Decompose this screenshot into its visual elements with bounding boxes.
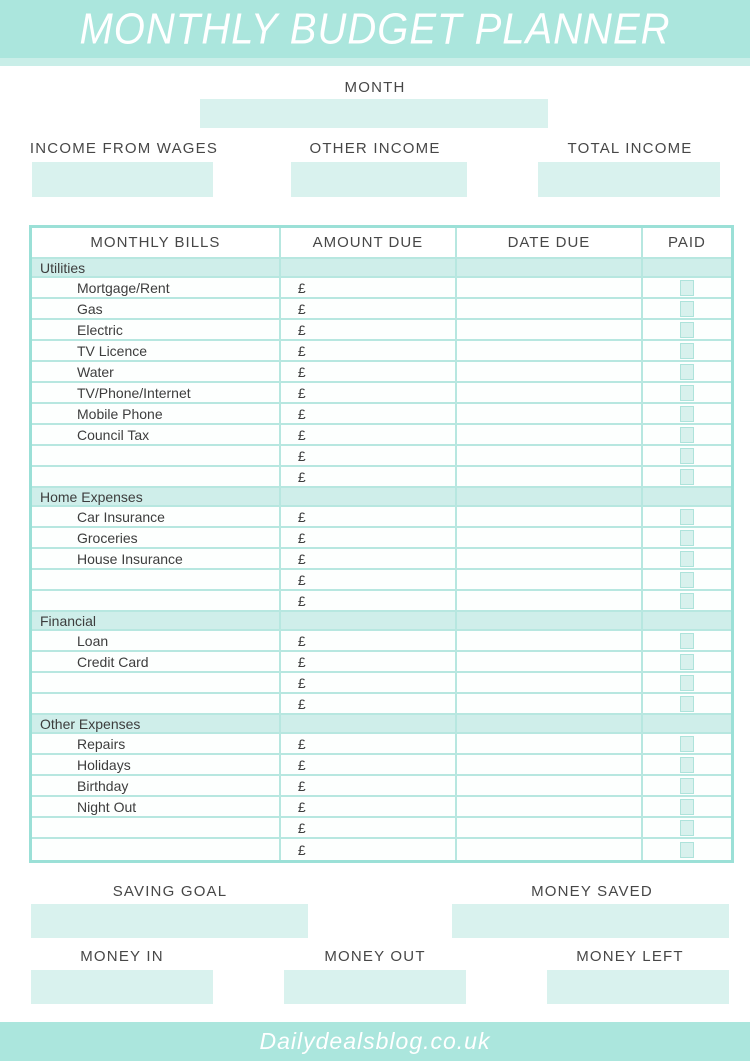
date-cell[interactable]: [457, 320, 643, 339]
bill-label: Water: [32, 362, 281, 381]
date-cell[interactable]: [457, 446, 643, 465]
section-cell: [457, 612, 643, 629]
month-input[interactable]: [200, 99, 548, 128]
amount-cell[interactable]: [281, 776, 457, 795]
money-in-input[interactable]: [31, 970, 213, 1004]
date-cell[interactable]: [457, 549, 643, 568]
paid-cell: [643, 694, 731, 713]
paid-cell: [643, 320, 731, 339]
amount-cell[interactable]: [281, 570, 457, 589]
table-header-row: [32, 228, 731, 259]
section-cell: [457, 715, 643, 732]
section-cell: [643, 715, 731, 732]
pound-symbol: £: [297, 529, 306, 546]
bill-label: [32, 673, 281, 692]
pound-symbol: £: [297, 777, 306, 794]
paid-checkbox[interactable]: [680, 633, 694, 649]
bill-label: [32, 467, 281, 486]
amount-cell[interactable]: [281, 320, 457, 339]
pound-symbol: £: [297, 426, 306, 443]
date-cell[interactable]: [457, 734, 643, 753]
bill-row: [32, 734, 731, 755]
bill-label: Mortgage/Rent: [32, 278, 281, 297]
amount-cell[interactable]: [281, 734, 457, 753]
paid-checkbox[interactable]: [680, 427, 694, 443]
total-income-label: TOTAL INCOME: [567, 140, 693, 157]
amount-cell[interactable]: [281, 673, 457, 692]
amount-cell[interactable]: [281, 591, 457, 610]
bill-row: [32, 776, 731, 797]
col-header-paid: PAID: [667, 234, 706, 251]
paid-cell: [643, 299, 731, 318]
other-income-input[interactable]: [291, 162, 467, 197]
footer-band: [0, 1022, 750, 1061]
bill-row: [32, 425, 731, 446]
bill-label: Night Out: [32, 797, 281, 816]
bill-row: [32, 383, 731, 404]
amount-cell[interactable]: [281, 549, 457, 568]
bill-row: [32, 278, 731, 299]
money-out-label: MONEY OUT: [324, 948, 426, 965]
bill-label: Birthday: [32, 776, 281, 795]
paid-cell: [643, 528, 731, 547]
bill-label: Loan: [32, 631, 281, 650]
bill-label: [32, 694, 281, 713]
bill-row: [32, 299, 731, 320]
amount-cell[interactable]: [281, 755, 457, 774]
section-cell: [643, 259, 731, 276]
paid-cell: [643, 362, 731, 381]
bill-row: [32, 797, 731, 818]
amount-cell[interactable]: [281, 467, 457, 486]
paid-checkbox[interactable]: [680, 469, 694, 485]
paid-checkbox[interactable]: [680, 551, 694, 567]
date-cell[interactable]: [457, 591, 643, 610]
pound-symbol: £: [297, 653, 306, 670]
paid-cell: [643, 631, 731, 650]
bill-row: [32, 673, 731, 694]
income-from-wages-input[interactable]: [32, 162, 213, 197]
pound-symbol: £: [297, 841, 306, 858]
paid-checkbox[interactable]: [680, 799, 694, 815]
bill-label: TV/Phone/Internet: [32, 383, 281, 402]
section-cell: [281, 488, 457, 505]
bill-label: [32, 839, 281, 860]
bill-row: [32, 341, 731, 362]
paid-checkbox[interactable]: [680, 757, 694, 773]
paid-checkbox[interactable]: [680, 280, 694, 296]
date-cell[interactable]: [457, 818, 643, 837]
amount-cell[interactable]: [281, 446, 457, 465]
section-cell: [281, 715, 457, 732]
date-cell[interactable]: [457, 278, 643, 297]
section-row: [32, 715, 731, 734]
amount-cell[interactable]: [281, 528, 457, 547]
col-header-amount-due: AMOUNT DUE: [281, 228, 457, 257]
bill-row: [32, 570, 731, 591]
bill-label: Mobile Phone: [32, 404, 281, 423]
section-label: Utilities: [32, 259, 281, 276]
paid-checkbox[interactable]: [680, 406, 694, 422]
section-cell: [281, 259, 457, 276]
paid-cell: [643, 341, 731, 360]
bill-row: [32, 446, 731, 467]
bill-label: [32, 591, 281, 610]
total-income-input[interactable]: [538, 162, 720, 197]
paid-checkbox[interactable]: [680, 820, 694, 836]
pound-symbol: £: [297, 321, 306, 338]
section-label: Home Expenses: [32, 488, 281, 505]
pound-symbol: £: [297, 342, 306, 359]
date-cell[interactable]: [457, 507, 643, 526]
date-cell[interactable]: [457, 631, 643, 650]
money-left-input[interactable]: [547, 970, 729, 1004]
amount-cell[interactable]: [281, 797, 457, 816]
section-cell: [643, 612, 731, 629]
col-header-monthly-bills: MONTHLY BILLS: [32, 228, 281, 257]
paid-cell: [643, 507, 731, 526]
paid-cell: [643, 755, 731, 774]
bill-row: [32, 652, 731, 673]
section-cell: [457, 488, 643, 505]
amount-cell[interactable]: [281, 818, 457, 837]
money-out-input[interactable]: [284, 970, 466, 1004]
date-cell[interactable]: [457, 673, 643, 692]
pound-symbol: £: [297, 756, 306, 773]
saving-goal-input[interactable]: [31, 904, 308, 938]
section-row: [32, 259, 731, 278]
pound-symbol: £: [297, 798, 306, 815]
date-cell[interactable]: [457, 797, 643, 816]
bill-label: Council Tax: [32, 425, 281, 444]
paid-checkbox[interactable]: [680, 593, 694, 609]
pound-symbol: £: [297, 384, 306, 401]
paid-cell: [643, 839, 731, 860]
amount-cell[interactable]: [281, 507, 457, 526]
bill-row: [32, 467, 731, 488]
header-accent-strip: [0, 58, 750, 66]
section-cell: [457, 259, 643, 276]
paid-checkbox[interactable]: [680, 654, 694, 670]
pound-symbol: £: [297, 447, 306, 464]
bill-row: [32, 755, 731, 776]
section-row: [32, 612, 731, 631]
pound-symbol: £: [297, 571, 306, 588]
paid-checkbox[interactable]: [680, 385, 694, 401]
bill-label: Gas: [32, 299, 281, 318]
paid-cell: [643, 776, 731, 795]
paid-checkbox[interactable]: [680, 301, 694, 317]
date-cell[interactable]: [457, 776, 643, 795]
money-left-label: MONEY LEFT: [576, 948, 684, 965]
paid-checkbox[interactable]: [680, 736, 694, 752]
paid-checkbox[interactable]: [680, 343, 694, 359]
paid-cell: [643, 383, 731, 402]
paid-cell: [643, 591, 731, 610]
date-cell[interactable]: [457, 528, 643, 547]
bill-row: [32, 528, 731, 549]
paid-cell: [643, 549, 731, 568]
page-header-band: [0, 0, 750, 58]
date-cell[interactable]: [457, 570, 643, 589]
paid-cell: [643, 818, 731, 837]
bill-label: Holidays: [32, 755, 281, 774]
bill-label: Credit Card: [32, 652, 281, 671]
date-cell[interactable]: [457, 755, 643, 774]
paid-cell: [643, 797, 731, 816]
paid-cell: [643, 404, 731, 423]
paid-cell: [643, 467, 731, 486]
date-cell[interactable]: [457, 652, 643, 671]
bill-row: [32, 320, 731, 341]
col-header-date-due: DATE DUE: [457, 228, 643, 257]
amount-cell[interactable]: [281, 383, 457, 402]
paid-checkbox[interactable]: [680, 675, 694, 691]
section-cell: [643, 488, 731, 505]
pound-symbol: £: [297, 674, 306, 691]
bill-row: [32, 818, 731, 839]
pound-symbol: £: [297, 300, 306, 317]
section-cell: [281, 612, 457, 629]
paid-cell: [643, 734, 731, 753]
pound-symbol: £: [297, 550, 306, 567]
pound-symbol: £: [297, 405, 306, 422]
amount-cell[interactable]: [281, 362, 457, 381]
bill-label: [32, 818, 281, 837]
date-cell[interactable]: [457, 341, 643, 360]
bill-row: [32, 362, 731, 383]
money-saved-label: MONEY SAVED: [531, 883, 653, 900]
date-cell[interactable]: [457, 839, 643, 860]
amount-cell[interactable]: [281, 341, 457, 360]
section-row: [32, 488, 731, 507]
date-cell[interactable]: [457, 467, 643, 486]
income-from-wages-label: INCOME FROM WAGES: [29, 140, 219, 157]
bill-label: Car Insurance: [32, 507, 281, 526]
money-in-label: MONEY IN: [80, 948, 164, 965]
pound-symbol: £: [297, 695, 306, 712]
section-label: Other Expenses: [32, 715, 281, 732]
page-title: MONTHLY BUDGET PLANNER: [79, 4, 671, 53]
bill-label: [32, 570, 281, 589]
pound-symbol: £: [297, 632, 306, 649]
pound-symbol: £: [297, 363, 306, 380]
bill-row: [32, 631, 731, 652]
paid-checkbox[interactable]: [680, 778, 694, 794]
paid-cell: [643, 652, 731, 671]
other-income-label: OTHER INCOME: [309, 140, 441, 157]
saving-goal-label: SAVING GOAL: [112, 883, 228, 900]
bill-label: Electric: [32, 320, 281, 339]
bill-row: [32, 591, 731, 612]
pound-symbol: £: [297, 735, 306, 752]
section-label: Financial: [32, 612, 281, 629]
paid-cell: [643, 278, 731, 297]
paid-cell: [643, 425, 731, 444]
bill-row: [32, 839, 731, 860]
paid-cell: [643, 570, 731, 589]
amount-cell[interactable]: [281, 278, 457, 297]
pound-symbol: £: [297, 468, 306, 485]
pound-symbol: £: [297, 508, 306, 525]
date-cell[interactable]: [457, 694, 643, 713]
date-cell[interactable]: [457, 383, 643, 402]
paid-checkbox[interactable]: [680, 696, 694, 712]
paid-checkbox[interactable]: [680, 364, 694, 380]
amount-cell[interactable]: [281, 425, 457, 444]
paid-checkbox[interactable]: [680, 322, 694, 338]
amount-cell[interactable]: [281, 631, 457, 650]
amount-cell[interactable]: [281, 652, 457, 671]
paid-checkbox[interactable]: [680, 572, 694, 588]
paid-checkbox[interactable]: [680, 842, 694, 858]
paid-checkbox[interactable]: [680, 530, 694, 546]
monthly-bills-table: [29, 225, 734, 863]
paid-checkbox[interactable]: [680, 448, 694, 464]
bill-row: [32, 404, 731, 425]
bill-row: [32, 694, 731, 715]
date-cell[interactable]: [457, 404, 643, 423]
paid-checkbox[interactable]: [680, 509, 694, 525]
paid-cell: [643, 673, 731, 692]
amount-cell[interactable]: [281, 694, 457, 713]
pound-symbol: £: [297, 592, 306, 609]
date-cell[interactable]: [457, 362, 643, 381]
bill-label: TV Licence: [32, 341, 281, 360]
bill-row: [32, 549, 731, 570]
paid-cell: [643, 446, 731, 465]
date-cell[interactable]: [457, 299, 643, 318]
month-label: MONTH: [344, 79, 406, 96]
pound-symbol: £: [297, 279, 306, 296]
bill-label: House Insurance: [32, 549, 281, 568]
pound-symbol: £: [297, 819, 306, 836]
date-cell[interactable]: [457, 425, 643, 444]
bill-label: [32, 446, 281, 465]
amount-cell[interactable]: [281, 839, 457, 860]
amount-cell[interactable]: [281, 404, 457, 423]
amount-cell[interactable]: [281, 299, 457, 318]
bill-label: Repairs: [32, 734, 281, 753]
bill-label: Groceries: [32, 528, 281, 547]
footer-site-text: Dailydealsblog.co.uk: [259, 1028, 491, 1054]
money-saved-input[interactable]: [452, 904, 729, 938]
bill-row: [32, 507, 731, 528]
